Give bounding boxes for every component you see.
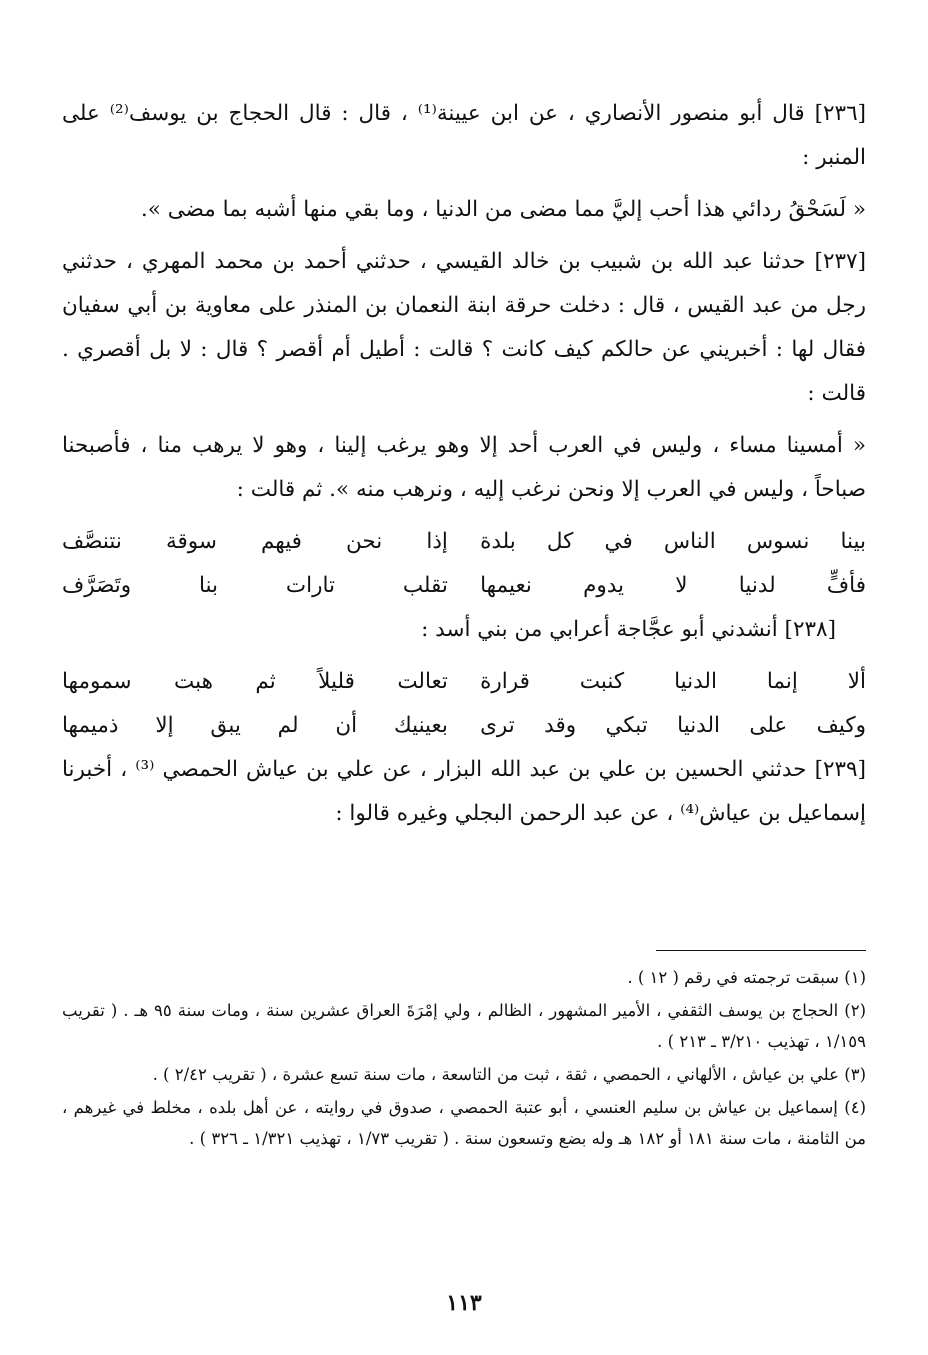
verse-line [62,660,866,704]
quote-237: « أمسينا مساء ، وليس في العرب أحد إلا وهو يرغب إلينا ، وهو لا يرهب منا ، فأصبحنا صباحاً ، وليس في العرب إلا ونحن نرغب إليه ، ونرهب منه ». ثم قالت : [62,433,866,502]
hemistich-first: وكيف على الدنيا تبكي وقد ترى [480,713,866,738]
hemistich-first: ألا إنما الدنيا كنبت قرارة [480,669,866,694]
poem-2 [62,660,866,748]
hemistich-second: تعالت قليلاً ثم هبت سمومها [62,669,448,694]
paragraph-236: [٢٣٦] قال أبو منصور الأنصاري ، عن ابن عيينة⁽¹⁾ ، قال : قال الحجاج بن يوسف⁽²⁾ على المنبر : [62,101,867,170]
footnote-1: (١) سبقت ترجمته في رقم ( ١٢ ) . [627,968,866,987]
hemistich-second: تقلب تارات بنا وتَصَرَّف [62,573,448,598]
footnote-divider [656,950,866,951]
page-number: ١١٣ [446,1290,482,1316]
paragraph-237: [٢٣٧] حدثنا عبد الله بن شبيب بن خالد القيسي ، حدثني أحمد بن محمد المهري ، حدثني رجل من عبد القيس ، قال : دخلت حرقة ابنة النعمان بن المنذر على معاوية بن أبي سفيان فقال لها : أخبريني عن حالكم كيف كانت ؟ قالت : أطيل أم أقصر ؟ قال : لا بل أقصري . قالت : [62,249,866,406]
verse-line [62,704,866,748]
footnote-4: (٤) إسماعيل بن عياش بن سليم العنسي ، أبو عتبة الحمصي ، صدوق في روايته ، عن أهل بلده ، مخلط في غيرهم ، من الثامنة ، مات سنة ١٨١ أو ١٨٢ هـ وله بضع وتسعون سنة . ( تقريب ١/٧٣ ، تهذيب ١/٣٢١ ـ ٣٢٦ ) . [62,1098,866,1148]
hemistich-second: إذا نحن فيهم سوقة نتنصَّف [62,529,448,554]
main-text [62,92,866,836]
hemistich-first: فأفٍّ لدنيا لا يدوم نعيمها [480,573,866,598]
quote-236: « لَسَحْقُ ردائي هذا أحب إليَّ مما مضى من الدنيا ، وما بقي منها أشبه بما مضى ». [140,197,866,222]
paragraph-239: [٢٣٩] حدثني الحسين بن علي بن عبد الله البزار ، عن علي بن عياش الحمصي ⁽³⁾ ، أخبرنا إسماعيل بن عياش⁽⁴⁾ ، عن عبد الرحمن البجلي وغيره قالوا : [62,757,866,826]
paragraph-238: [٢٣٨] أنشدني أبو عجَّاجة أعرابي من بني أسد : [421,617,836,642]
verse-line [62,520,866,564]
footnotes [62,962,866,1156]
hemistich-first: بينا نسوس الناس في كل بلدة [480,529,866,554]
footnote-3: (٣) علي بن عياش ، الألهاني ، الحمصي ، ثقة ، ثبت من التاسعة ، مات سنة تسع عشرة ، ( تقريب ٢/٤٢ ) . [152,1065,866,1084]
verse-line [62,564,866,608]
hemistich-second: بعينيك أن لم يبق إلا ذميمها [62,713,448,738]
poem-1 [62,520,866,608]
footnote-2: (٢) الحجاج بن يوسف الثقفي ، الأمير المشهور ، الظالم ، ولي إمْرَةَ العراق عشرين سنة ، ومات سنة ٩٥ هـ . ( تقريب ١/١٥٩ ، تهذيب ٣/٢١٠ ـ ٢١٣ ) . [62,1001,866,1051]
